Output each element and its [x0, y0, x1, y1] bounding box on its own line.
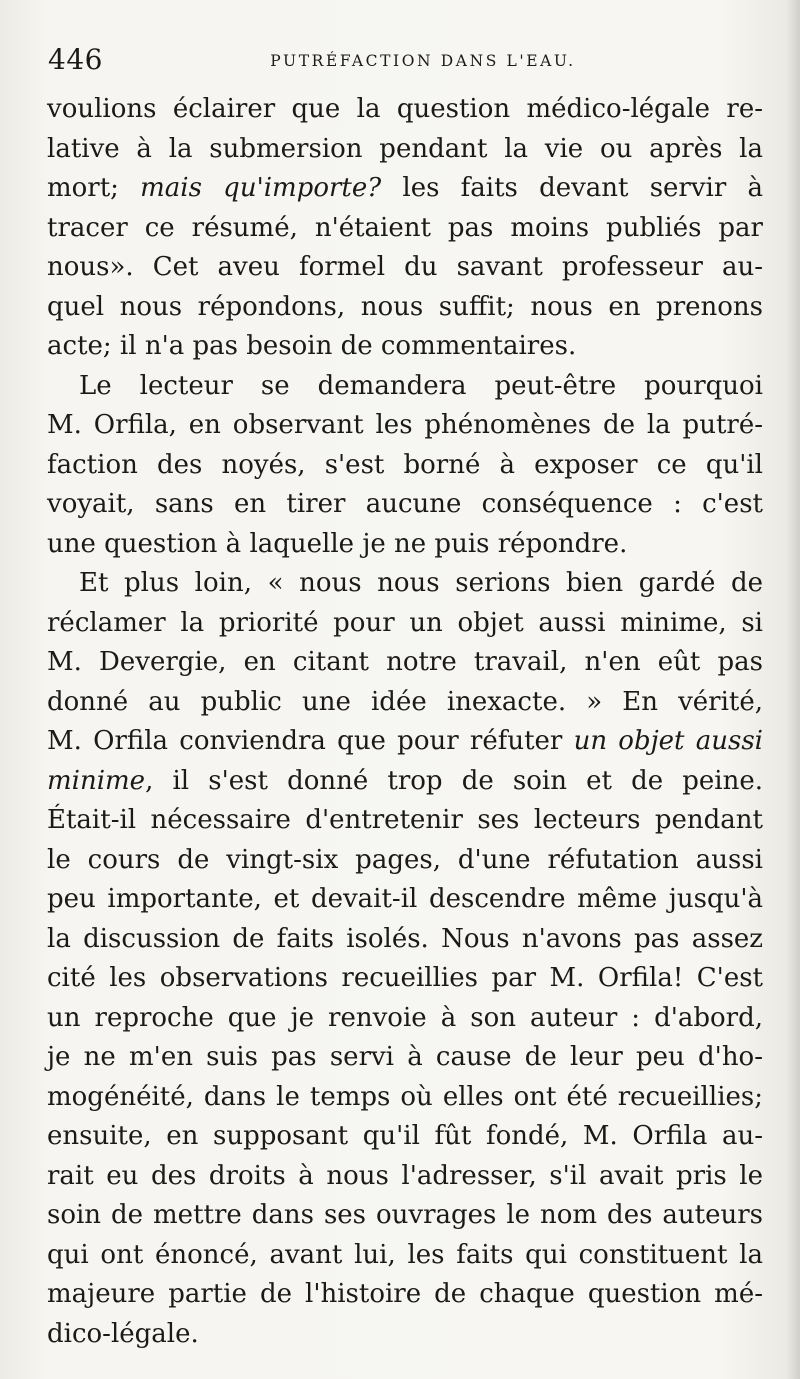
text-line — [47, 920, 763, 960]
text-line — [47, 446, 763, 486]
text-line — [47, 288, 763, 328]
text-line — [47, 169, 763, 209]
text-segment: une question à laquelle je ne puis répondre. — [47, 528, 628, 559]
text-segment: M. Orfila, en observant les phénomènes de la putré- — [47, 410, 763, 440]
text-line — [47, 485, 763, 525]
text-segment: nous». Cet aveu formel du savant professeur au- — [47, 252, 763, 282]
text-segment: Et plus loin, « nous nous serions bien gardé de — [79, 568, 763, 598]
text-segment: voyait, sans en tirer aucune conséquence : c'est — [47, 489, 763, 519]
text-line — [47, 406, 763, 446]
text-segment: acte; il n'a pas besoin de commentaires. — [47, 331, 577, 361]
text-segment: M. Orfila conviendra que pour réfuter — [47, 726, 574, 756]
text-segment: je ne m'en suis pas servi à cause de leur peu d'ho- — [47, 1042, 763, 1072]
text-segment: réclamer la priorité pour un objet aussi minime, si — [47, 607, 763, 638]
text-segment: faction des noyés, s'est borné à exposer ce qu'il — [47, 449, 763, 480]
text-line — [47, 1236, 763, 1276]
text-segment: un reproche que je renvoie à son auteur : d'abord, — [47, 1002, 763, 1033]
text-line — [47, 999, 763, 1039]
text-line — [47, 130, 763, 170]
text-line — [47, 327, 763, 367]
text-line — [47, 1117, 763, 1157]
text-line — [47, 90, 763, 130]
text-line — [47, 564, 763, 604]
italic-text-segment: mais qu'importe? — [140, 173, 382, 203]
text-segment: le cours de vingt-six pages, d'une réfutation aussi — [47, 844, 763, 875]
text-line — [47, 722, 763, 762]
running-head: PUTRÉFACTION DANS L'EAU. — [270, 52, 576, 70]
text-line — [47, 762, 763, 802]
text-line — [47, 683, 763, 723]
text-segment: Le lecteur se demandera peut-être pourquoi — [79, 370, 763, 401]
text-segment: tracer ce résumé, n'étaient pas moins publiés par — [47, 212, 763, 243]
text-segment: rait eu des droits à nous l'adresser, s'il avait pris le — [47, 1160, 763, 1191]
text-segment: mort; — [47, 173, 141, 203]
text-segment: voulions éclairer que la question médico-légale re- — [47, 94, 763, 124]
page-number: 446 — [48, 43, 103, 76]
text-segment: mogénéité, dans le temps où elles ont été recueillies; — [47, 1081, 763, 1112]
text-line — [47, 1038, 763, 1078]
text-segment: , il s'est donné trop de soin et de peine. — [145, 765, 763, 796]
text-line — [47, 1157, 763, 1197]
body-text — [47, 90, 763, 1354]
text-segment: soin de mettre dans ses ouvrages le nom des auteurs — [47, 1200, 763, 1230]
text-segment: donné au public une idée inexacte. » En vérité, — [47, 686, 763, 717]
text-segment: cité les observations recueillies par M. Orfila! C'est — [47, 963, 763, 993]
text-segment: dico-légale. — [47, 1318, 199, 1349]
text-line — [47, 880, 763, 920]
text-segment: quel nous répondons, nous suffit; nous en prenons — [47, 291, 763, 322]
text-line — [47, 604, 763, 644]
text-line — [47, 1196, 763, 1236]
text-line — [47, 801, 763, 841]
text-line — [47, 209, 763, 249]
text-segment: M. Devergie, en citant notre travail, n'en eût pas — [47, 647, 763, 677]
text-line — [47, 1315, 763, 1355]
page-header — [48, 42, 758, 82]
text-segment: lative à la submersion pendant la vie ou après la — [47, 133, 763, 164]
text-segment: les faits devant servir à — [381, 173, 763, 203]
text-line — [47, 1275, 763, 1315]
text-line — [47, 248, 763, 288]
text-line — [47, 841, 763, 881]
text-segment: peu importante, et devait-il descendre même jusqu'à — [47, 884, 763, 914]
text-line — [47, 525, 763, 565]
text-line — [47, 643, 763, 683]
text-segment: ensuite, en supposant qu'il fût fondé, M. Orfila au- — [47, 1121, 763, 1151]
text-line — [47, 367, 763, 407]
text-line — [47, 1078, 763, 1118]
page-edge-shadow — [786, 0, 800, 1379]
text-segment: qui ont énoncé, avant lui, les faits qui constituent la — [47, 1239, 763, 1270]
text-line — [47, 959, 763, 999]
italic-text-segment: un objet aussi — [573, 726, 763, 756]
text-segment: majeure partie de l'histoire de chaque question mé- — [47, 1279, 763, 1309]
italic-text-segment: minime — [47, 765, 146, 796]
text-segment: Était-il nécessaire d'entretenir ses lecteurs pendant — [47, 805, 763, 835]
text-segment: la discussion de faits isolés. Nous n'avons pas assez — [47, 923, 763, 954]
